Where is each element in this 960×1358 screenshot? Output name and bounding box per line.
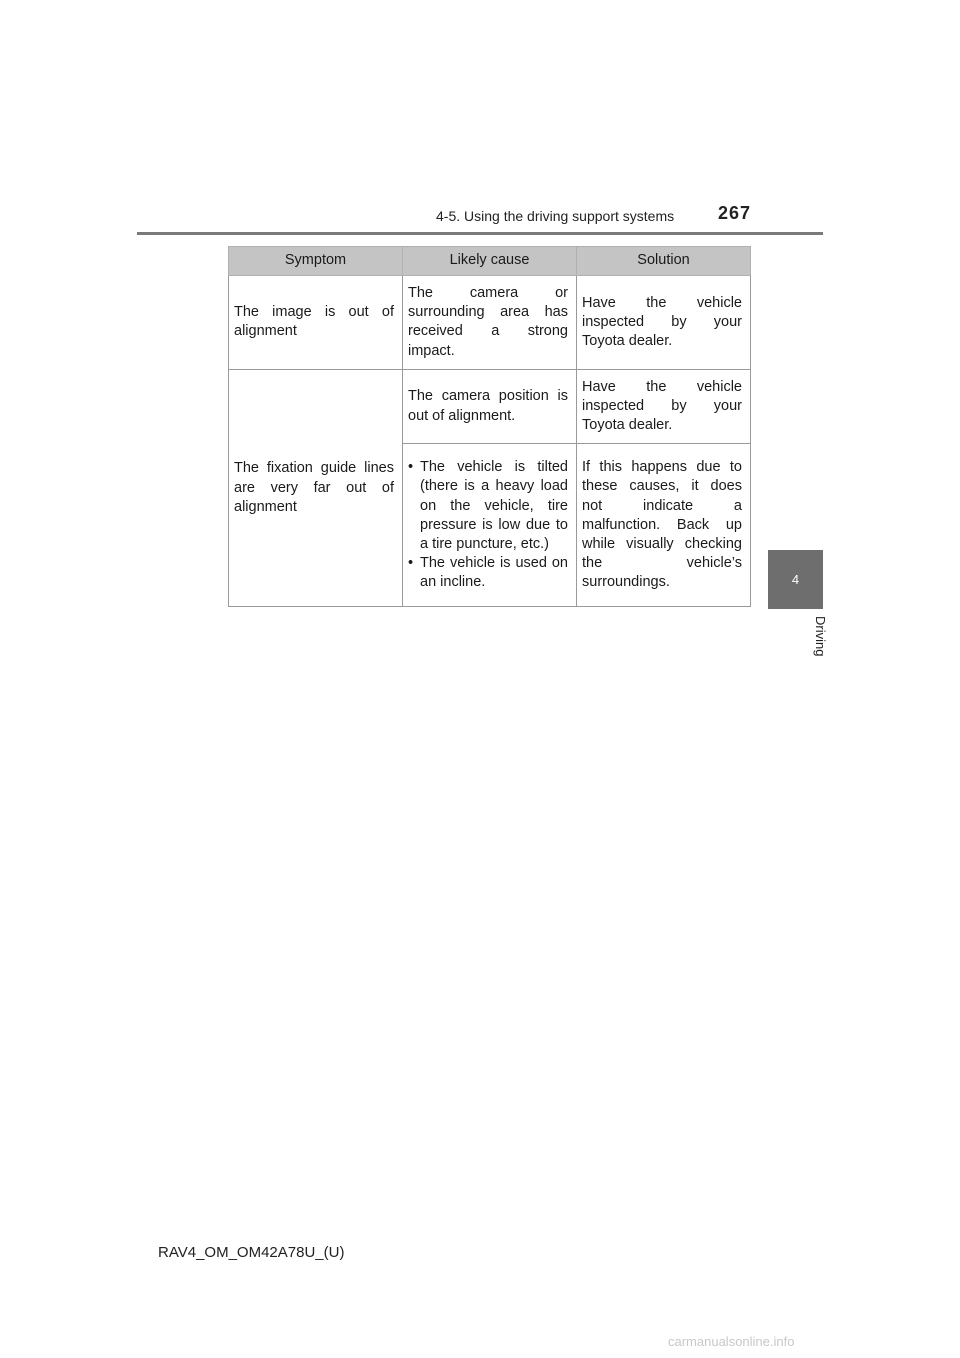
cause-cell: The camera position is out of alignment. — [403, 369, 577, 444]
section-title: 4-5. Using the driving support systems — [436, 208, 675, 224]
list-item: • The vehicle is tilted (there is a heavy load on the vehicle, tire pressure is low due to a tire puncture, etc.) — [408, 458, 568, 554]
column-header-likely-cause: Likely cause — [403, 247, 577, 276]
document-code: RAV4_OM_OM42A78U_(U) — [158, 1244, 345, 1261]
troubleshooting-table — [228, 246, 751, 607]
column-header-symptom: Symptom — [229, 247, 403, 276]
table-row — [229, 276, 751, 370]
solution-cell: If this happens due to these causes, it does not indicate a malfunction. Back up while visually checking the vehicle’s surroundings. — [577, 444, 751, 607]
list-item: • The vehicle is used on an incline. — [408, 554, 568, 592]
page-number: 267 — [718, 203, 752, 223]
cause-cell: The camera or surrounding area has received a strong impact. — [403, 276, 577, 370]
chapter-number: 4 — [791, 572, 800, 587]
cause-cell — [403, 444, 577, 607]
column-header-solution: Solution — [577, 247, 751, 276]
table-header-row — [229, 247, 751, 276]
chapter-tab[interactable] — [768, 550, 823, 609]
watermark: carmanualsonline.info — [668, 1334, 795, 1349]
solution-cell: Have the vehicle inspected by your Toyota dealer. — [577, 369, 751, 444]
table-row — [229, 369, 751, 444]
header-rule — [137, 232, 823, 235]
solution-cell: Have the vehicle inspected by your Toyota dealer. — [577, 276, 751, 370]
cause-bullet-list — [408, 458, 568, 592]
symptom-cell: The image is out of alignment — [229, 276, 403, 370]
chapter-label: Driving — [813, 616, 828, 657]
symptom-cell: The fixation guide lines are very far out of alignment — [229, 369, 403, 607]
